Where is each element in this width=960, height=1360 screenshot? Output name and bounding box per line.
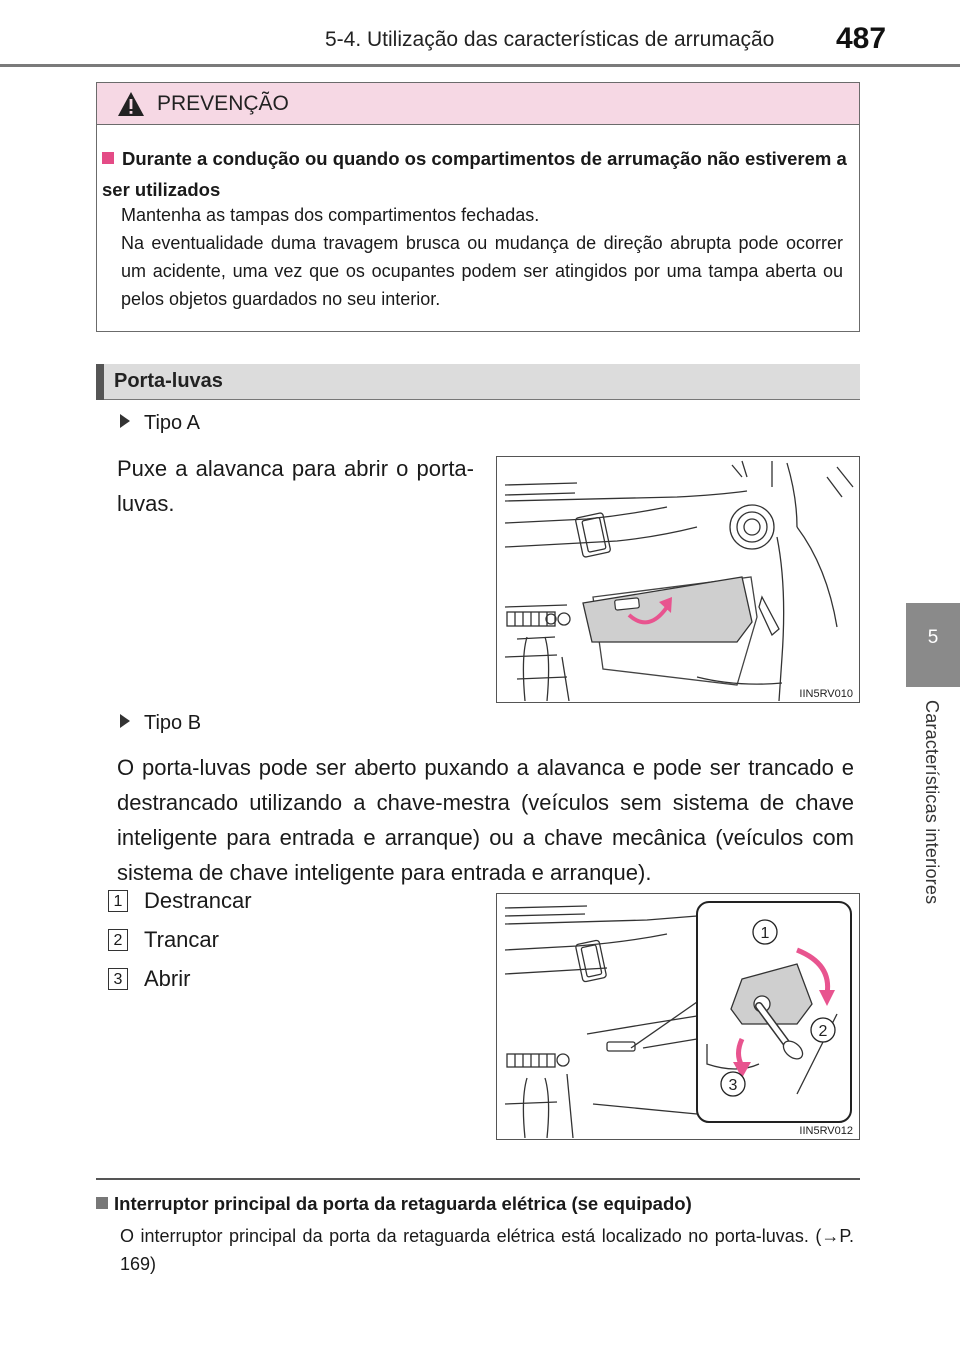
page-number: 487 <box>836 22 887 55</box>
list-item <box>108 927 219 953</box>
callout-1: 1 <box>760 925 770 942</box>
warning-box <box>96 82 860 332</box>
number-badge: 3 <box>108 968 128 990</box>
number-badge: 1 <box>108 890 128 912</box>
note-divider <box>96 1178 860 1180</box>
figure-b-code: IIN5RV012 <box>799 1125 853 1137</box>
warning-header <box>97 83 859 125</box>
note-heading <box>96 1193 692 1215</box>
type-b-label <box>120 712 201 735</box>
list-item <box>108 966 190 992</box>
note-body: O interruptor principal da porta da retaguarda elétrica está localizado no porta-luvas. (→P. 169) <box>120 1226 854 1274</box>
warning-title: PREVENÇÃO <box>157 92 289 115</box>
header-rule <box>0 64 960 67</box>
header-title: 5-4. Utilização das características de arrumação <box>325 28 775 51</box>
type-b-text: O porta-luvas pode ser aberto puxando a alavanca e pode ser trancado e destrancado utilizando a chave-mestra (veículos sem sistema de chave inteligente para entrada e arranque) ou a chave mecânica (veículos com sistema de chave inteligente para entrada e arranque). <box>117 755 854 885</box>
figure-type-b <box>496 893 860 1140</box>
warning-line-2: Na eventualidade duma travagem brusca ou mudança de direção abrupta pode ocorrer um acidente, uma vez que os ocupantes podem ser atingidos por uma tampa aberta ou pelos objetos guardados no seu interior. <box>121 233 843 309</box>
note-heading-text: Interruptor principal da porta da retaguarda elétrica (se equipado) <box>114 1193 692 1214</box>
triangle-bullet-icon <box>120 414 130 428</box>
glovebox-key-illustration <box>497 894 858 1138</box>
type-b-label-text: Tipo B <box>144 712 202 734</box>
triangle-bullet-icon <box>120 714 130 728</box>
warning-subheading <box>102 143 847 205</box>
type-a-text: Puxe a alavanca para abrir o porta-luvas. <box>117 456 474 516</box>
section-bar <box>96 364 104 400</box>
callout-3: 3 <box>728 1077 738 1094</box>
warning-line-1: Mantenha as tampas dos compartimentos fechadas. <box>121 205 540 225</box>
section-title: Porta-luvas <box>114 370 223 392</box>
square-bullet-icon <box>96 1197 108 1209</box>
chapter-label: Características interiores <box>922 700 942 905</box>
section-header <box>96 364 860 400</box>
glovebox-lever-illustration <box>497 457 858 701</box>
square-bullet-icon <box>102 152 114 164</box>
chapter-tab[interactable] <box>906 603 960 687</box>
type-a-label <box>120 412 200 435</box>
warning-body <box>121 201 843 313</box>
list-item-label: Abrir <box>144 966 191 991</box>
warning-subheading-text: Durante a condução ou quando os compartimentos de arrumação não estiverem a ser utilizados <box>102 148 847 200</box>
figure-type-a <box>496 456 860 703</box>
type-a-label-text: Tipo A <box>144 412 200 434</box>
chapter-number: 5 <box>927 627 939 648</box>
list-item <box>108 888 252 914</box>
warning-triangle-icon <box>117 91 145 117</box>
list-item-label: Destrancar <box>144 888 252 913</box>
list-item-label: Trancar <box>144 927 219 952</box>
callout-2: 2 <box>818 1023 828 1040</box>
figure-a-code: IIN5RV010 <box>799 688 853 700</box>
number-badge: 2 <box>108 929 128 951</box>
